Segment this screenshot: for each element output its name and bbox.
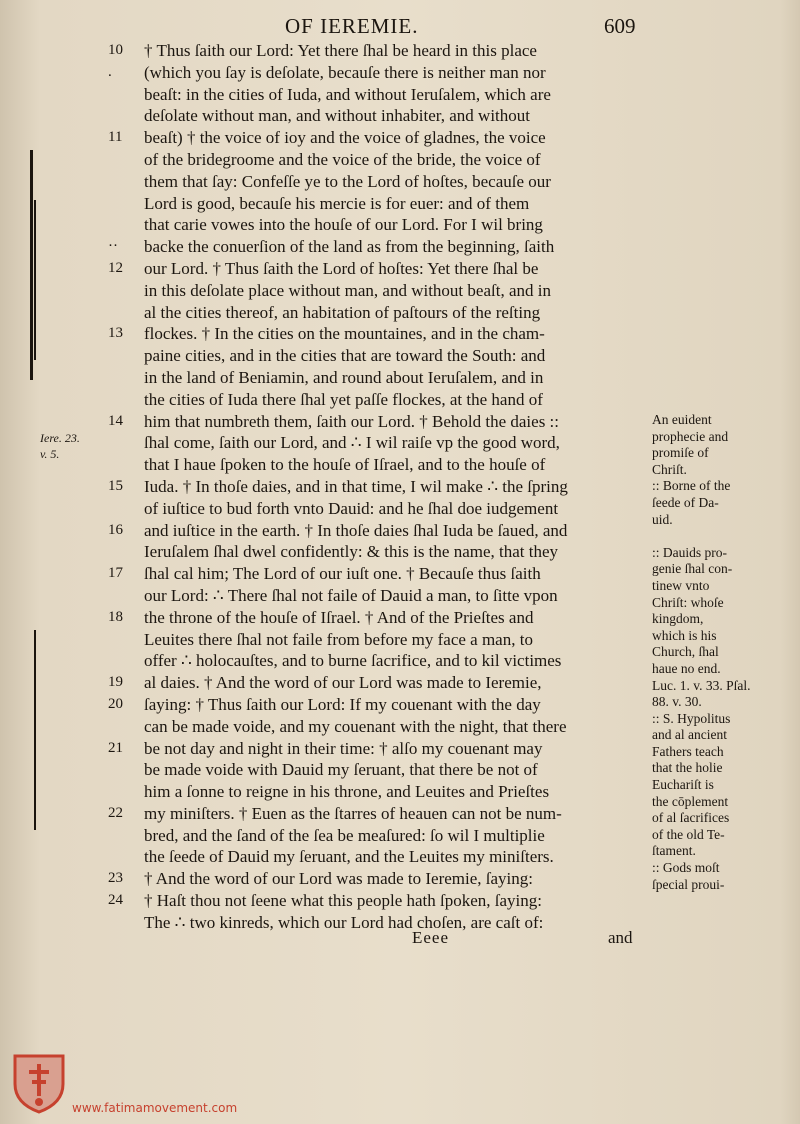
text-line — [108, 302, 656, 324]
margin-note-line: ſpecial proui- — [652, 876, 725, 892]
text-line — [108, 868, 656, 890]
margin-note-line: promiſe of — [652, 445, 709, 461]
margin-note-line: prophecie and — [652, 428, 729, 444]
margin-note-line: that the holie — [652, 760, 723, 776]
margin-note-line: the cōplement — [652, 793, 729, 809]
margin-note-line: Chriſt. — [652, 461, 687, 477]
text-line — [108, 193, 656, 215]
margin-note-line: and al ancient — [652, 727, 727, 743]
margin-rule — [30, 150, 33, 380]
text-line — [108, 672, 656, 694]
line-text: in this deſolate place without man, and without beaſt, and in — [144, 280, 551, 300]
main-text-column — [108, 40, 656, 934]
site-watermark: www.fatimamovement.com — [72, 1101, 238, 1115]
line-text: be made voide with Dauid my ſeruant, that there be not of — [144, 760, 538, 780]
line-text: ſhal come, ſaith our Lord, and ∴ I wil raiſe vp the good word, — [144, 433, 560, 453]
line-text: the cities of Iuda there ſhal yet paſſe flockes, at the hand of — [144, 389, 543, 409]
line-text: can be made voide, and my couenant with the night, that there — [144, 716, 567, 736]
line-text: † Haſt thou not ſeene what this people hath ſpoken, ſaying: — [144, 891, 542, 911]
line-text: beaſt: in the cities of Iuda, and without Ieruſalem, which are — [144, 84, 551, 104]
text-line — [108, 476, 656, 498]
text-line — [108, 432, 656, 454]
margin-note-line: Euchariſt is — [652, 777, 714, 793]
page-header — [0, 14, 800, 40]
line-text: † Thus ſaith our Lord: Yet there ſhal be heard in this place — [144, 41, 537, 60]
line-text: ſaying: † Thus ſaith our Lord: If my couenant with the day — [144, 694, 541, 714]
text-line — [108, 912, 656, 934]
line-text: deſolate without man, and without inhabiter, and without — [144, 106, 530, 126]
line-text: be not day and night in their time: † alſo my couenant may — [144, 738, 543, 758]
verse-number: 10 — [108, 42, 123, 58]
line-text: al the cities thereof, an habitation of paſtours of the reſting — [144, 302, 541, 322]
margin-reference-line: v. 5. — [40, 447, 60, 461]
line-text: our Lord: ∴ There ſhal not faile of Dauid a man, to ſitte vpon — [144, 585, 558, 605]
verse-number: 24 — [108, 892, 123, 909]
verse-number: 17 — [108, 565, 123, 582]
margin-reference-line: Iere. 23. — [40, 431, 80, 445]
text-line — [108, 650, 656, 672]
line-text: that carie vowes into the houſe of our Lord. For I wil bring — [144, 215, 543, 235]
text-line — [108, 345, 656, 367]
line-text: and iuſtice in the earth. † In thoſe daies ſhal Iuda be ſaued, and — [144, 520, 568, 540]
left-margin-note — [40, 430, 80, 462]
catchword: and — [608, 928, 633, 947]
margin-note-line: Chriſt: whoſe — [652, 594, 724, 610]
line-text: our Lord. † Thus ſaith the Lord of hoſtes: Yet there ſhal be — [144, 258, 539, 278]
verse-number: 20 — [108, 695, 123, 712]
verse-number: 13 — [108, 325, 123, 342]
margin-note-line: An euident — [652, 412, 712, 427]
signature-mark: Eeee — [412, 928, 450, 947]
text-line — [108, 738, 656, 760]
running-head: OF IEREMIE. — [285, 14, 419, 38]
verse-number: 12 — [108, 259, 123, 276]
margin-note-line — [652, 528, 800, 545]
text-line — [108, 127, 656, 149]
margin-note-line: Church, ſhal — [652, 644, 719, 660]
line-text: him that numbreth them, ſaith our Lord. † Behold the daies :: — [144, 411, 560, 431]
text-line — [108, 171, 656, 193]
margin-note-line: Fathers teach — [652, 743, 724, 759]
margin-note-line: :: Borne of the — [652, 478, 731, 494]
shield-logo-icon — [12, 1052, 66, 1114]
verse-number: 22 — [108, 804, 123, 821]
line-text: The ∴ two kinreds, which our Lord had choſen, are caſt of: — [144, 912, 544, 932]
text-line — [108, 367, 656, 389]
line-text: that I haue ſpoken to the houſe of Iſrael, and to the houſe of — [144, 455, 546, 475]
line-text: beaſt) † the voice of ioy and the voice of gladnes, the voice — [144, 128, 546, 148]
verse-number: 14 — [108, 412, 123, 429]
text-line — [108, 803, 656, 825]
margin-note-line: haue no end. — [652, 660, 721, 676]
text-line — [108, 411, 656, 433]
margin-note-line: ſtament. — [652, 843, 696, 859]
margin-note-line: tinew vnto — [652, 577, 710, 593]
text-line — [108, 236, 656, 258]
margin-note-line: :: Dauids pro- — [652, 544, 727, 560]
margin-note-line: genie ſhal con- — [652, 561, 733, 577]
text-line — [108, 389, 656, 411]
text-line — [108, 214, 656, 236]
text-line — [108, 498, 656, 520]
line-text: in the land of Beniamin, and round about Ieruſalem, and in — [144, 367, 544, 387]
text-line — [108, 62, 656, 84]
line-text: Leuites there ſhal not faile from before my face a man, to — [144, 629, 533, 649]
line-text: Iuda. † In thoſe daies, and in that time, I wil make ∴ the ſpring — [144, 476, 568, 496]
verse-number: ·· — [108, 238, 118, 255]
line-text: Ieruſalem ſhal dwel confidently: & this is the name, that they — [144, 542, 559, 562]
line-text: of the bridegroome and the voice of the bride, the voice of — [144, 149, 541, 169]
margin-note-line: 88. v. 30. — [652, 694, 702, 710]
margin-note-line: which is his — [652, 627, 717, 643]
margin-note-line: kingdom, — [652, 611, 704, 627]
margin-note-line: of the old Te- — [652, 826, 725, 842]
verse-number: 19 — [108, 674, 123, 691]
right-margin-notes — [652, 412, 800, 893]
margin-note-line: :: S. Hypolitus — [652, 710, 731, 726]
text-line — [108, 759, 656, 781]
line-text: paine cities, and in the cities that are toward the South: and — [144, 346, 546, 366]
text-line — [108, 323, 656, 345]
text-line — [108, 40, 656, 62]
text-line — [108, 84, 656, 106]
margin-note-line: uid. — [652, 511, 673, 527]
line-text: † And the word of our Lord was made to Ieremie, ſaying: — [144, 869, 534, 889]
line-text: backe the conuerſion of the land as from the beginning, ſaith — [144, 237, 555, 257]
line-text: ſhal cal him; The Lord of our iuſt one. † Becauſe thus ſaith — [144, 564, 541, 584]
verse-number: 18 — [108, 608, 123, 625]
text-line — [108, 694, 656, 716]
line-text: (which you ſay is deſolate, becauſe there is neither man nor — [144, 62, 546, 82]
line-text: flockes. † In the cities on the mountaines, and in the cham- — [144, 324, 545, 344]
verse-number: . — [108, 63, 112, 80]
text-line — [108, 607, 656, 629]
line-text: bred, and the ſand of the ſea be meaſured: ſo wil I multiplie — [144, 825, 545, 845]
margin-note-line: of al ſacrifices — [652, 810, 730, 826]
verse-number: 23 — [108, 870, 123, 887]
line-text: the ſeede of Dauid my ſeruant, and the Leuites my miniſters. — [144, 847, 554, 867]
text-line — [108, 105, 656, 127]
verse-number: 16 — [108, 521, 123, 538]
text-line — [108, 563, 656, 585]
text-line — [108, 541, 656, 563]
margin-note-line: ſeede of Da- — [652, 494, 719, 510]
text-line — [108, 454, 656, 476]
line-text: my miniſters. † Euen as the ſtarres of heauen can not be num- — [144, 803, 562, 823]
text-line — [108, 890, 656, 912]
line-text: offer ∴ holocauſtes, and to burne ſacrifice, and to kil victimes — [144, 651, 562, 671]
line-text: him a ſonne to reigne in his throne, and Leuites and Prieſtes — [144, 782, 550, 802]
verse-number: 21 — [108, 739, 123, 756]
line-text: them that ſay: Confeſſe ye to the Lord of hoſtes, becauſe our — [144, 171, 551, 191]
text-line — [108, 781, 656, 803]
text-line — [108, 846, 656, 868]
verse-number: 15 — [108, 477, 123, 494]
text-line — [108, 716, 656, 738]
text-line — [108, 258, 656, 280]
line-text: Lord is good, becauſe his mercie is for euer: and of them — [144, 193, 530, 213]
page-number: 609 — [604, 14, 636, 38]
text-line — [108, 280, 656, 302]
text-line — [108, 149, 656, 171]
text-line — [108, 585, 656, 607]
line-text: of iuſtice to bud forth vnto Dauid: and he ſhal doe iudgement — [144, 498, 559, 518]
verse-number: 11 — [108, 129, 123, 146]
text-line — [108, 825, 656, 847]
line-text: al daies. † And the word of our Lord was made to Ieremie, — [144, 673, 542, 693]
margin-rule — [34, 200, 36, 360]
text-line — [108, 520, 656, 542]
margin-note-line: :: Gods moſt — [652, 860, 720, 876]
margin-rule — [34, 630, 36, 830]
line-text: the throne of the houſe of Iſrael. † And of the Prieſtes and — [144, 607, 534, 627]
text-line — [108, 629, 656, 651]
margin-note-line: Luc. 1. v. 33. Pſal. — [652, 677, 751, 693]
